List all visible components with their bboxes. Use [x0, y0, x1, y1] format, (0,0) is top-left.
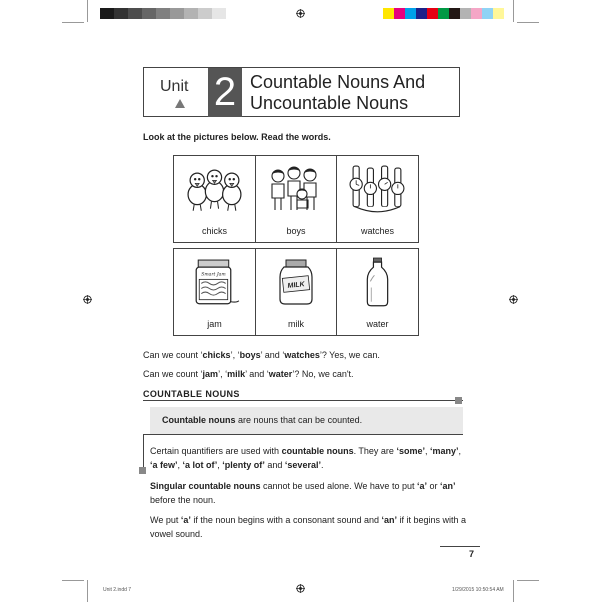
jam-label-text: Smart Jam — [201, 272, 226, 278]
picture-label: milk — [288, 319, 304, 329]
picture-label: jam — [207, 319, 222, 329]
picture-cell-jam — [173, 248, 256, 336]
color-swatch — [471, 8, 482, 19]
definition-text: Countable nouns are nouns that can be counted. — [162, 415, 363, 425]
corner-square-icon — [139, 467, 146, 474]
picture-label: boys — [286, 226, 306, 236]
instruction: Look at the pictures below. Read the words. — [143, 132, 331, 142]
triangle-icon — [175, 99, 185, 108]
singular-paragraph: Singular countable nouns cannot be used alone. We have to put ‘a’ or ‘an’ before the noun. — [150, 481, 456, 505]
unit-title — [250, 72, 425, 114]
color-swatch — [438, 8, 449, 19]
section-title: COUNTABLE NOUNS — [143, 389, 240, 399]
gray-swatch — [114, 8, 128, 19]
gray-swatch — [184, 8, 198, 19]
color-swatch — [493, 8, 504, 19]
picture-label: watches — [360, 226, 395, 236]
corner-square-icon — [455, 397, 462, 404]
color-swatch — [394, 8, 405, 19]
unit-title-line1: Countable Nouns And — [250, 72, 426, 92]
color-swatch — [449, 8, 460, 19]
color-swatch — [482, 8, 493, 19]
question-countable: Can we count ‘chicks’, ‘boys’ and ‘watches’? Yes, we can. — [143, 350, 380, 360]
left-rule — [143, 434, 144, 470]
gray-swatch — [100, 8, 114, 19]
registration-mark-icon — [296, 584, 305, 593]
quantifiers-paragraph: Certain quantifiers are used with countable nouns. They are ‘some’, ‘many’, ‘a few’, ‘a lot of’, ‘plenty of’ and ‘several’. — [150, 446, 461, 470]
unit-header — [143, 67, 460, 117]
picture-cell-watches — [336, 155, 419, 243]
picture-cell-boys — [255, 155, 337, 243]
color-swatch — [405, 8, 416, 19]
footer-date: 1/29/2015 10:50:54 AM — [452, 587, 504, 593]
picture-label: water — [366, 319, 389, 329]
milk-label-text: MILK — [287, 281, 306, 290]
definition-box — [150, 407, 463, 434]
milk-jar-icon — [266, 257, 326, 307]
gray-swatch — [142, 8, 156, 19]
gray-swatch — [156, 8, 170, 19]
watches-icon — [347, 164, 408, 215]
color-swatch — [460, 8, 471, 19]
picture-cell-chicks — [173, 155, 256, 243]
registration-mark-icon — [83, 295, 92, 304]
unit-title-line2: Uncountable Nouns — [250, 93, 409, 113]
unit-label: Unit — [160, 78, 189, 95]
registration-mark-icon — [296, 9, 305, 18]
gray-swatch — [128, 8, 142, 19]
color-swatch — [383, 8, 394, 19]
jam-jar-icon — [184, 257, 245, 308]
chicks-icon — [184, 164, 245, 215]
picture-cell-water — [336, 248, 419, 336]
gray-swatch — [212, 8, 226, 19]
boys-icon — [266, 164, 326, 214]
registration-mark-icon — [509, 295, 518, 304]
unit-number: 2 — [208, 68, 242, 117]
a-an-paragraph: We put ‘a’ if the noun begins with a consonant sound and ‘an’ if it begins with a vowel sound. — [150, 515, 467, 539]
picture-cell-milk — [255, 248, 337, 336]
page-number: 7 — [440, 546, 480, 559]
color-swatch — [416, 8, 427, 19]
color-swatch — [427, 8, 438, 19]
footer-file: Unit 2.indd 7 — [103, 587, 132, 593]
definition-underline — [143, 434, 463, 435]
section-rule — [143, 400, 463, 401]
gray-swatch — [170, 8, 184, 19]
gray-swatch — [198, 8, 212, 19]
picture-label: chicks — [201, 226, 227, 236]
water-bottle-icon — [347, 257, 408, 308]
question-uncountable: Can we count ‘jam’, ‘milk’ and ‘water’? No, we can't. — [143, 369, 354, 379]
